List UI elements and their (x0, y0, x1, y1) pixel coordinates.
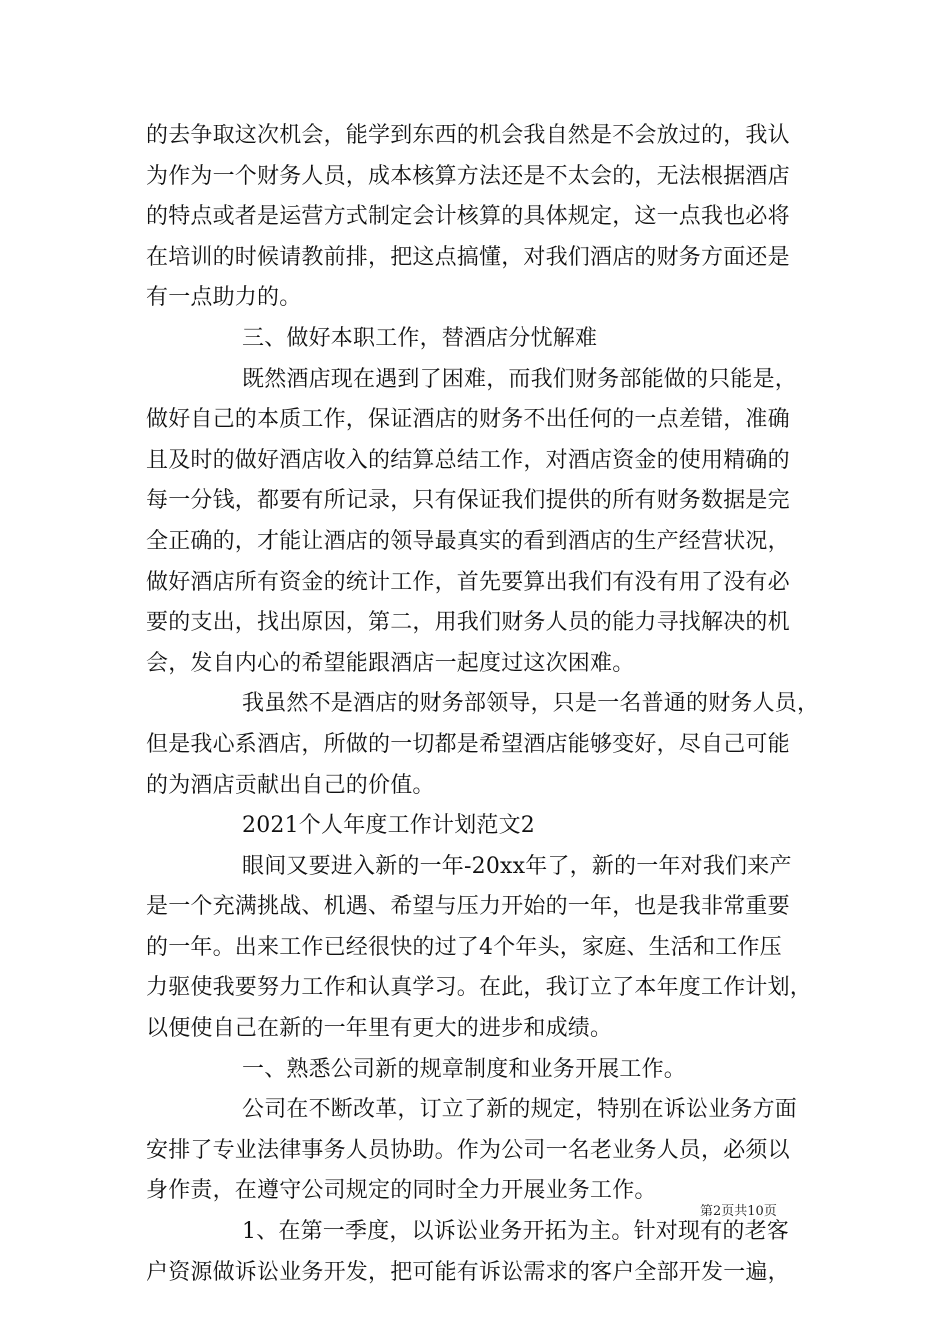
text-line: 会，发自内心的希望能跟酒店一起度过这次困难。 (146, 650, 635, 676)
text-line: 有一点助力的。 (146, 285, 302, 311)
text-line: 是一个充满挑战、机遇、希望与压力开始的一年，也是我非常重要 (146, 894, 790, 920)
text-line: 做好自己的本质工作，保证酒店的财务不出任何的一点差错，准确 (146, 407, 790, 433)
text-line: 的特点或者是运营方式制定会计核算的具体规定，这一点我也必将 (146, 204, 790, 230)
text-line: 公司在不断改革，订立了新的规定，特别在诉讼业务方面 (242, 1097, 798, 1123)
text-line: 安排了专业法律事务人员协助。作为公司一名老业务人员，必须以 (146, 1137, 790, 1163)
text-line: 眼间又要进入新的一年-20xx年了，新的一年对我们来产 (242, 853, 792, 879)
text-line: 在培训的时候请教前排，把这点搞懂，对我们酒店的财务方面还是 (146, 244, 790, 270)
text-line: 我虽然不是酒店的财务部领导，只是一名普通的财务人员， (242, 691, 820, 717)
text-line: 力驱使我要努力工作和认真学习。在此，我订立了本年度工作计划， (146, 975, 813, 1001)
text-line: 以便使自己在新的一年里有更大的进步和成绩。 (146, 1016, 613, 1042)
text-line: 2021个人年度工作计划范文2 (242, 813, 535, 839)
text-line: 为作为一个财务人员，成本核算方法还是不太会的，无法根据酒店 (146, 163, 790, 189)
text-line: 身作责，在遵守公司规定的同时全力开展业务工作。 (146, 1178, 657, 1204)
text-line: 做好酒店所有资金的统计工作，首先要算出我们有没有用了没有必 (146, 569, 790, 595)
text-line: 既然酒店现在遇到了困难，而我们财务部能做的只能是， (242, 366, 798, 392)
text-line: 的一年。出来工作已经很快的过了4个年头，家庭、生活和工作压 (146, 934, 782, 960)
text-line: 一、熟悉公司新的规章制度和业务开展工作。 (242, 1056, 687, 1082)
text-line: 1、在第一季度，以诉讼业务开拓为主。针对现有的老客 (242, 1219, 789, 1245)
text-line: 全正确的，才能让酒店的领导最真实的看到酒店的生产经营状况， (146, 528, 790, 554)
text-line: 每一分钱，都要有所记录，只有保证我们提供的所有财务数据是完 (146, 488, 790, 514)
page-footer: 第2页共10页 (700, 1204, 777, 1219)
text-line: 要的支出，找出原因，第二，用我们财务人员的能力寻找解决的机 (146, 610, 790, 636)
text-line: 且及时的做好酒店收入的结算总结工作，对酒店资金的使用精确的 (146, 447, 790, 473)
text-line: 三、做好本职工作，替酒店分忧解难 (242, 325, 598, 351)
text-line: 的去争取这次机会，能学到东西的机会我自然是不会放过的，我认 (146, 123, 790, 148)
text-line: 的为酒店贡献出自己的价值。 (146, 772, 435, 798)
text-line: 但是我心系酒店，所做的一切都是希望酒店能够变好，尽自己可能 (146, 731, 790, 757)
document-body (146, 116, 820, 1293)
text-line: 户资源做诉讼业务开发，把可能有诉讼需求的客户全部开发一遍， (146, 1259, 790, 1285)
